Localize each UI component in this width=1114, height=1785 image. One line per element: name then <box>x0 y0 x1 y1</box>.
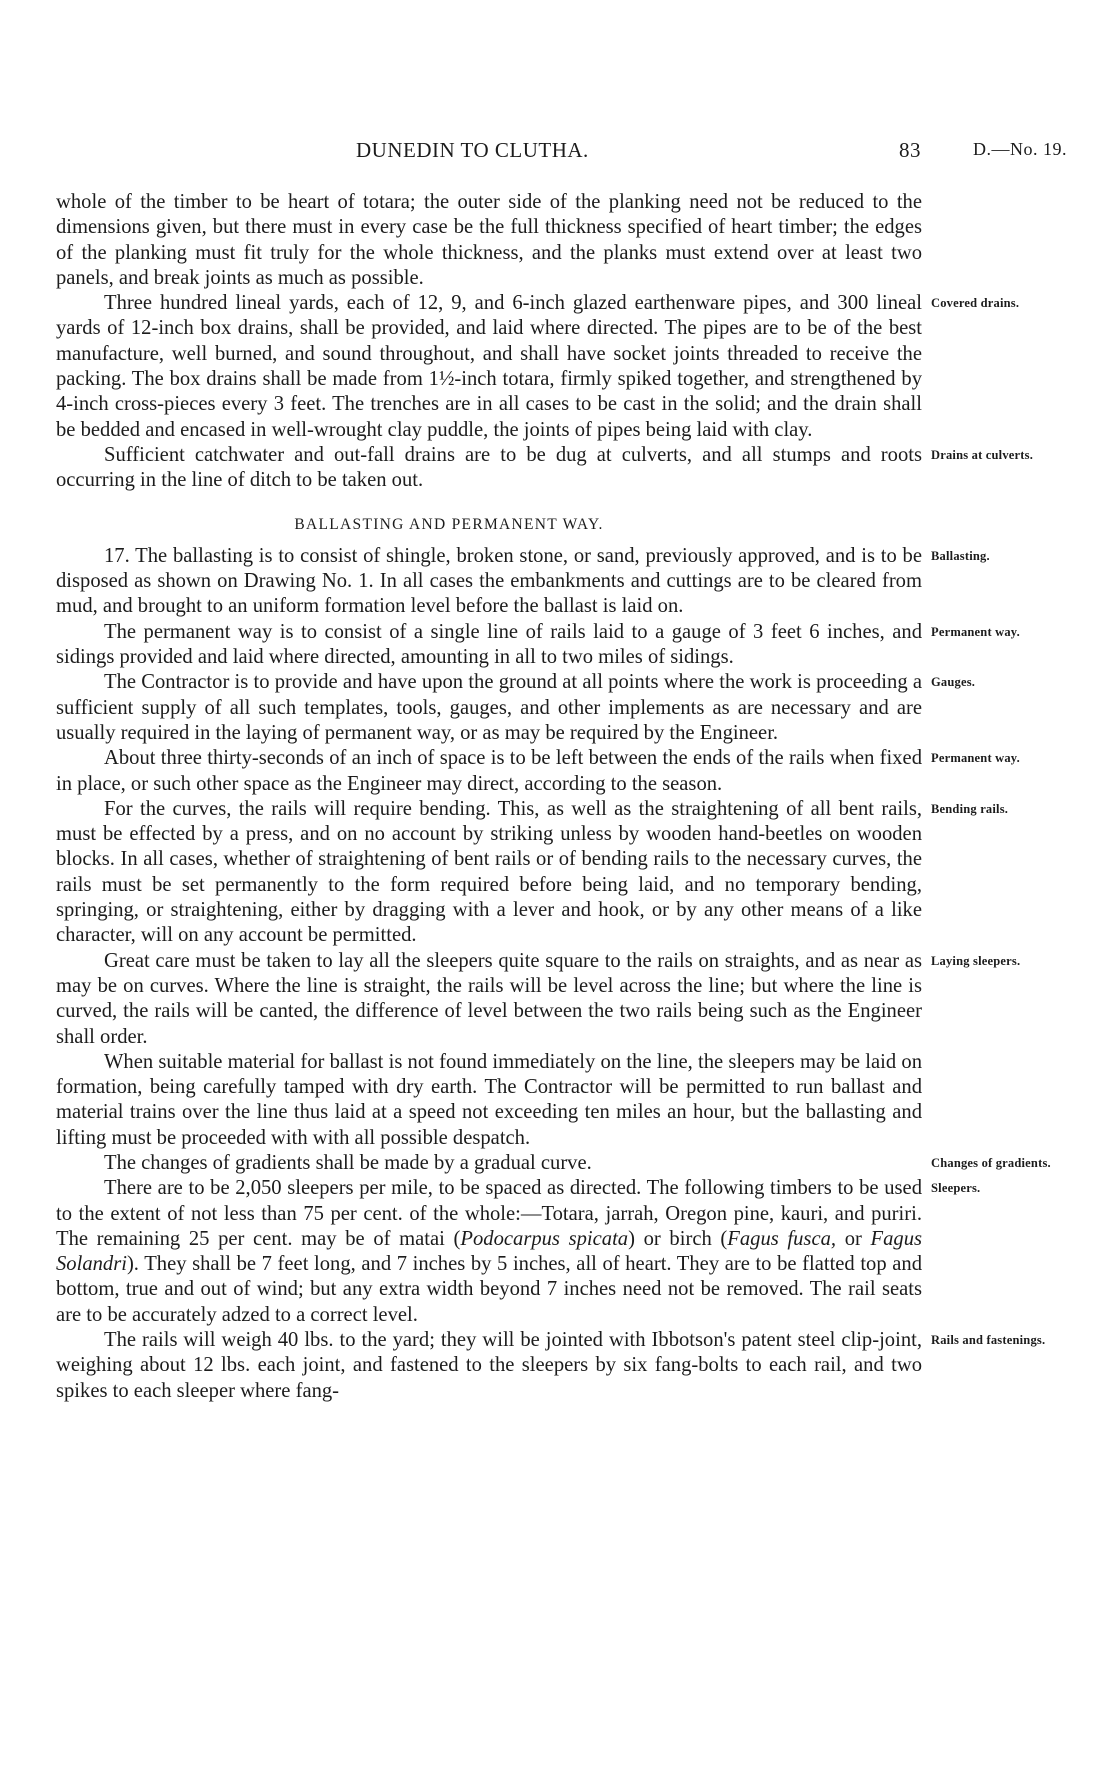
paragraph-sleepers <box>56 1176 981 1328</box>
paragraph-text: ) or birch ( <box>628 1227 728 1250</box>
paragraph-rail-spacing <box>56 746 1020 797</box>
paragraph-text: whole of the timber to be heart of totara; the outer side of the planking need not be reduced to the dimensions given, but there must in every case be the full thickness specified of heart timber; the edges of the planking must fit truly for the whole thickness, and the planks must extend over at least two panels, and break joints as much as possible. <box>56 191 922 289</box>
running-title: DUNEDIN TO CLUTHA. <box>356 138 589 162</box>
species-name: Podocarpus spicata <box>460 1227 629 1250</box>
paragraph-bending-rails <box>56 797 1009 949</box>
paragraph-text: 17. The ballasting is to consist of shingle, broken stone, or sand, previously approved, and is to be disposed as shown on Drawing No. 1. In all cases the embankments and cuttings are to be cleared from mud, and brought to an uniform formation level before the ballast is laid on. <box>56 544 922 618</box>
margin-note-ballasting: Ballasting. <box>931 548 990 563</box>
paragraph-timber-planking <box>56 190 922 291</box>
paragraph-text: Three hundred lineal yards, each of 12, 9, and 6-inch glazed earthenware pipes, and 300 lineal yards of 12-inch box drains, shall be provided, and laid where directed. The pipes are to be of the best manufacture, well burned, and sound throughout, and shall have socket joints threaded to receive the packing. The box drains shall be made from 1½-inch totara, firmly spiked together, and strengthened by 4-inch cross-pieces every 3 feet. The trenches are in all cases to be cast in the solid; and the drain shall be bedded and encased in well-wrought clay puddle, the joints of pipes being laid with clay. <box>56 292 922 441</box>
margin-note-gauges: Gauges. <box>931 675 976 690</box>
paragraph-text: There are to be 2,050 sleepers per mile, to be spaced as directed. The following timbers to be used to the extent of not less than 75 per cent. of the whole:—Totara, jarrah, Oregon pine, kauri, and puriri. The remaining 25 per cent. may be of matai ( <box>56 1177 922 1250</box>
margin-note-rails-and-fastenings: Rails and fastenings. <box>931 1333 1046 1348</box>
margin-note-sleepers: Sleepers. <box>931 1181 981 1196</box>
paragraph-text: About three thirty-seconds of an inch of space is to be left between the ends of the rails when fixed in place, or such other space as the Engineer may direct, according to the season. <box>56 747 922 795</box>
paragraph-ballasting <box>56 544 990 620</box>
margin-note-drains-at-culverts: Drains at culverts. <box>931 447 1034 462</box>
body-text <box>56 190 1051 1404</box>
paragraph-text: or <box>836 1227 871 1250</box>
paragraph-text: The permanent way is to consist of a single line of rails laid to a gauge of 3 feet 6 inches, and sidings provided and laid where directed, amounting in all to two miles of sidings. <box>56 620 922 669</box>
paragraph-text: When suitable material for ballast is not found immediately on the line, the sleepers may be laid on formation, being carefully tamped with dry earth. The Contractor will be permitted to run ballast and material trains over the line thus laid at a speed not exceeding ten miles an hour, but the ballasting and lifting must be proceeded with with all possible despatch. <box>56 1050 922 1149</box>
paragraph-drains-at-culverts <box>56 443 1034 494</box>
section-heading: BALLASTING AND PERMANENT WAY. <box>294 515 604 533</box>
document-reference: D.—No. 19. <box>973 139 1067 159</box>
paragraph-text: The rails will weigh 40 lbs. to the yard; they will be jointed with Ibbotson's patent steel clip-joint, weighing about 12 lbs. each joint, and fastened to the sleepers by six fang-bolts to each rail, and two spikes to each sleeper where fang- <box>56 1329 922 1402</box>
paragraph-text: The changes of gradients shall be made by a gradual curve. <box>104 1151 592 1174</box>
paragraph-laying-sleepers <box>56 949 1021 1050</box>
paragraph-rails-and-fastenings <box>56 1328 1046 1404</box>
page-header <box>0 138 1114 168</box>
paragraph-text: Great care must be taken to lay all the sleepers quite square to the rails on straights, and as near as may be on curves. Where the line is straight, the rails will be level across the line; but where the line is curved, the rails will be canted, the difference of level between the two rails being such as the Engineer shall order. <box>56 949 922 1048</box>
paragraph-text: Sufficient catchwater and out-fall drains are to be dug at culverts, and all stumps and roots occurring in the line of ditch to be taken out. <box>56 443 922 492</box>
paragraph-permanent-way <box>56 620 1020 671</box>
margin-note-bending-rails: Bending rails. <box>931 801 1009 816</box>
margin-note-covered-drains: Covered drains. <box>931 296 1020 311</box>
species-name: Fagus fusca, <box>727 1227 837 1250</box>
margin-note-permanent-way: Permanent way. <box>931 624 1020 639</box>
margin-note-permanent-way-2: Permanent way. <box>931 751 1020 766</box>
paragraph-gauges <box>56 670 976 746</box>
paragraph-changes-of-gradients <box>56 1151 1051 1176</box>
margin-note-laying-sleepers: Laying sleepers. <box>931 953 1021 968</box>
margin-note-changes-of-gradients: Changes of gradients. <box>931 1155 1051 1170</box>
paragraph-text: For the curves, the rails will require bending. This, as well as the straightening of all bent rails, must be effected by a press, and on no account by striking unless by wooden hand-beetles on wooden blocks. In all cases, whether of straightening of bent rails or of bending rails to the necessary curves, the rails must be set permanently to the form required before being laid, and no temporary bending, springing, or straightening, either by dragging with a lever and hook, or by any other means of a like character, will on any account be permitted. <box>56 797 922 947</box>
page-number: 83 <box>899 138 921 162</box>
paragraph-ballast-trains <box>56 1050 922 1151</box>
species-name: Fagus Solandri <box>56 1227 922 1276</box>
paragraph-text: ). They shall be 7 feet long, and 7 inches by 5 inches, all of heart. They are to be flatted top and bottom, true and out of wind; but any extra width beyond 7 inches need not be removed. The rail seats are to be accurately adzed to a correct level. <box>56 1253 922 1326</box>
paragraph-text: The Contractor is to provide and have upon the ground at all points where the work is proceeding a sufficient supply of all such templates, tools, gauges, and other implements as are necessary and are usually required in the laying of permanent way, or as may be required by the Engineer. <box>56 671 922 744</box>
paragraph-covered-drains <box>56 291 1020 443</box>
